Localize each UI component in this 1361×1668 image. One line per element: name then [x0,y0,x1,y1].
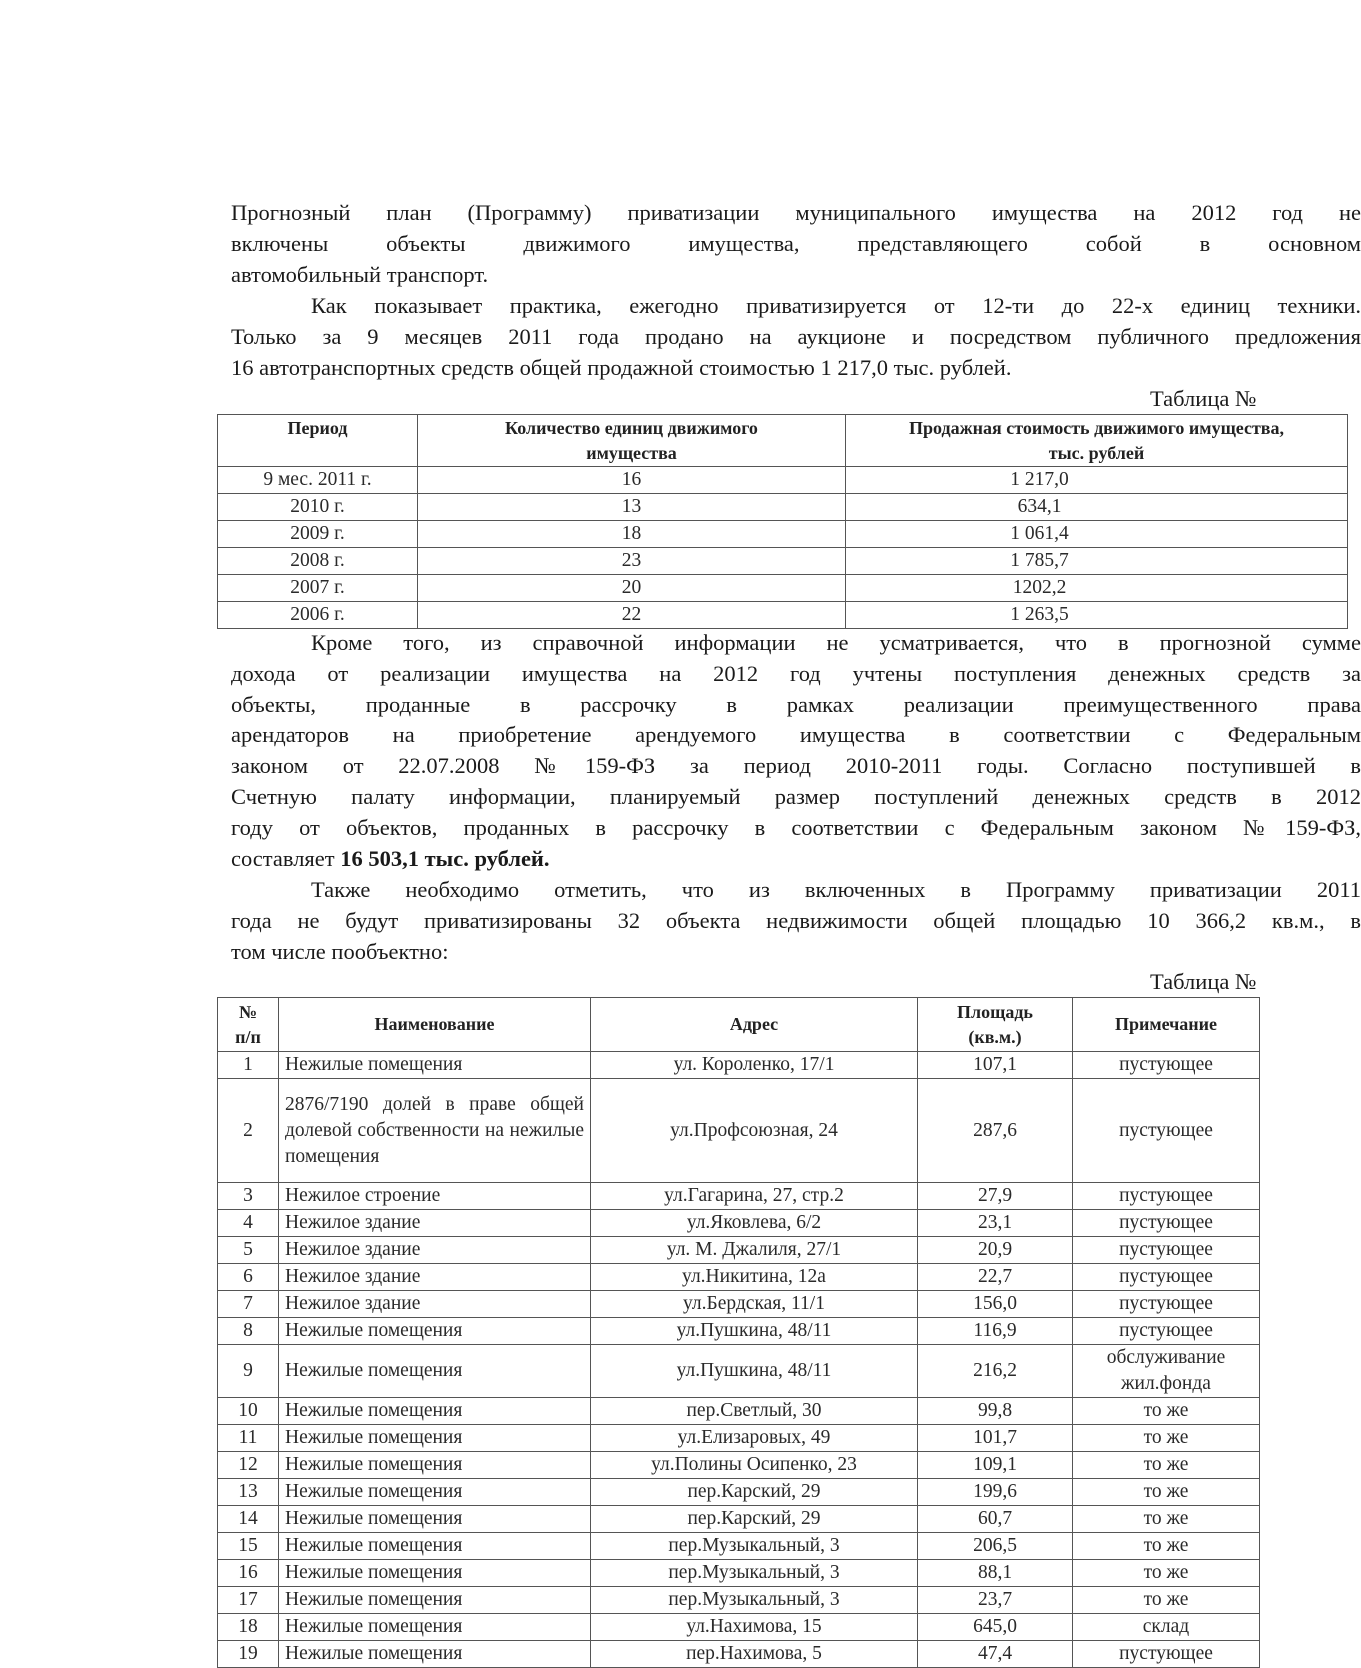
object-note: то же [1073,1398,1260,1425]
table-row [218,1264,1260,1291]
object-note: то же [1073,1533,1260,1560]
object-note: обслуживание жил.фонда [1073,1345,1260,1398]
object-note: пустующее [1073,1052,1260,1079]
column-header-name: Наименование [279,998,591,1052]
table-row [218,575,1348,602]
object-name: Нежилое здание [279,1237,591,1264]
object-area: 23,7 [918,1587,1073,1614]
table-row [218,1345,1260,1398]
paragraph-line: включены объекты движимого имущества, представляющего собой в основном [231,230,1361,256]
table-row [218,1587,1260,1614]
properties-table [217,997,1260,1668]
object-name: Нежилые помещения [279,1641,591,1668]
value-cell: 1 263,5 [846,602,1348,629]
object-name: Нежилое строение [279,1183,591,1210]
object-name: Нежилые помещения [279,1533,591,1560]
object-name: Нежилые помещения [279,1506,591,1533]
object-address: ул.Гагарина, 27, стр.2 [591,1183,918,1210]
object-name: Нежилое здание [279,1210,591,1237]
object-name: Нежилые помещения [279,1479,591,1506]
table-row [218,494,1348,521]
object-note: пустующее [1073,1079,1260,1183]
paragraph-line: объекты, проданные в рассрочку в рамках реализации преимущественного права [231,691,1361,717]
object-name: Нежилые помещения [279,1587,591,1614]
object-note: пустующее [1073,1264,1260,1291]
object-address: пер.Светлый, 30 [591,1398,918,1425]
object-area: 88,1 [918,1560,1073,1587]
sales-history-table [217,414,1348,629]
paragraph-line: автомобильный транспорт. [231,261,489,287]
table-row [218,1398,1260,1425]
object-address: ул. Короленко, 17/1 [591,1052,918,1079]
table-header-row [218,998,1260,1052]
table-row [218,1479,1260,1506]
table-row [218,1291,1260,1318]
period-cell: 2007 г. [218,575,418,602]
object-area: 109,1 [918,1452,1073,1479]
table-row [218,548,1348,575]
object-note: то же [1073,1506,1260,1533]
object-address: пер.Карский, 29 [591,1479,918,1506]
object-area: 287,6 [918,1079,1073,1183]
row-number: 5 [218,1237,279,1264]
object-note: склад [1073,1614,1260,1641]
paragraph-line: арендаторов на приобретение арендуемого имущества в соответствии с Федеральным [231,722,1361,748]
paragraph-line: году от объектов, проданных в рассрочку в соответствии с Федеральным законом №159-ФЗ, [231,814,1361,840]
object-name: Нежилые помещения [279,1614,591,1641]
object-address: ул.Пушкина, 48/11 [591,1345,918,1398]
object-area: 199,6 [918,1479,1073,1506]
object-name: Нежилые помещения [279,1345,591,1398]
table-row [218,1183,1260,1210]
table-row [218,1452,1260,1479]
row-number: 9 [218,1345,279,1398]
table-1-caption: Таблица № [1150,386,1257,411]
column-header-quantity: Количество единиц движимого имущества [418,415,846,467]
paragraph-line: законом от 22.07.2008 №159-ФЗ за период 2010-2011 годы. Согласно поступившей в [231,753,1361,779]
text-run: составляет [231,845,341,871]
object-area: 206,5 [918,1533,1073,1560]
column-header-sale-value: Продажная стоимость движимого имущества, тыс. рублей [846,415,1348,467]
period-cell: 2006 г. [218,602,418,629]
row-number: 16 [218,1560,279,1587]
row-number: 10 [218,1398,279,1425]
object-area: 107,1 [918,1052,1073,1079]
object-area: 116,9 [918,1318,1073,1345]
object-area: 23,1 [918,1210,1073,1237]
object-note: пустующее [1073,1210,1260,1237]
paragraph-line: 16 автотранспортных средств общей продажной стоимостью 1 217,0 тыс. рублей. [231,354,1012,380]
column-header-note: Примечание [1073,998,1260,1052]
table-2-caption: Таблица № [1150,969,1257,994]
table-row [218,1641,1260,1668]
table-row [218,521,1348,548]
object-note: то же [1073,1452,1260,1479]
paragraph-line: Счетную палату информации, планируемый размер поступлений денежных средств в 2012 [231,783,1361,809]
paragraph-1 [231,198,1361,290]
period-cell: 2010 г. [218,494,418,521]
object-address: ул. М. Джалиля, 27/1 [591,1237,918,1264]
table-row [218,1079,1260,1183]
column-header-area: Площадь (кв.м.) [918,998,1073,1052]
paragraph-line: Кроме того, из справочной информации не усматривается, что в прогнозной сумме [311,630,1361,655]
object-address: ул.Нахимова, 15 [591,1614,918,1641]
row-number: 4 [218,1210,279,1237]
object-note: пустующее [1073,1237,1260,1264]
object-name: 2876/7190 долей в праве общей долевой собственности на нежилые помещения [279,1079,591,1183]
object-note: пустующее [1073,1291,1260,1318]
row-number: 18 [218,1614,279,1641]
object-address: пер.Музыкальный, 3 [591,1560,918,1587]
paragraph-line: Как показывает практика, ежегодно приватизируется от 12-ти до 22-х единиц техники. [311,293,1361,318]
value-cell: 1 785,7 [846,548,1348,575]
object-name: Нежилые помещения [279,1560,591,1587]
object-name: Нежилые помещения [279,1425,591,1452]
table-row [218,1052,1260,1079]
object-address: ул.Никитина, 12а [591,1264,918,1291]
table-row [218,1425,1260,1452]
object-area: 47,4 [918,1641,1073,1668]
object-area: 20,9 [918,1237,1073,1264]
object-name: Нежилое здание [279,1291,591,1318]
row-number: 12 [218,1452,279,1479]
object-address: ул.Профсоюзная, 24 [591,1079,918,1183]
paragraph-3 [231,628,1361,874]
object-address: ул.Бердская, 11/1 [591,1291,918,1318]
row-number: 1 [218,1052,279,1079]
column-header-period: Период [218,415,418,467]
object-area: 156,0 [918,1291,1073,1318]
object-area: 99,8 [918,1398,1073,1425]
row-number: 6 [218,1264,279,1291]
table-row [218,1210,1260,1237]
object-address: пер.Нахимова, 5 [591,1641,918,1668]
object-area: 216,2 [918,1345,1073,1398]
paragraph-line: года не будут приватизированы 32 объекта недвижимости общей площадью 10 366,2 кв.м., в [231,907,1361,933]
bold-amount: 16 503,1 тыс. рублей. [340,845,550,871]
row-number: 7 [218,1291,279,1318]
quantity-cell: 18 [418,521,846,548]
object-address: ул.Елизаровых, 49 [591,1425,918,1452]
object-name: Нежилые помещения [279,1318,591,1345]
paragraph-line: Только за 9 месяцев 2011 года продано на аукционе и посредством публичного предложения [231,323,1361,349]
period-cell: 2008 г. [218,548,418,575]
paragraph-line: Также необходимо отметить, что из включенных в Программу приватизации 2011 [311,877,1361,902]
row-number: 19 [218,1641,279,1668]
object-note: то же [1073,1479,1260,1506]
row-number: 11 [218,1425,279,1452]
table-row [218,1237,1260,1264]
object-name: Нежилые помещения [279,1398,591,1425]
object-note: то же [1073,1425,1260,1452]
quantity-cell: 23 [418,548,846,575]
table-row [218,1318,1260,1345]
paragraph-2 [231,291,1361,383]
object-note: пустующее [1073,1641,1260,1668]
object-address: ул.Яковлева, 6/2 [591,1210,918,1237]
object-note: пустующее [1073,1183,1260,1210]
value-cell: 1202,2 [846,575,1348,602]
table-row [218,467,1348,494]
object-area: 101,7 [918,1425,1073,1452]
paragraph-line: Прогнозный план (Программу) приватизации муниципального имущества на 2012 год не [231,200,1361,225]
row-number: 3 [218,1183,279,1210]
object-address: ул.Пушкина, 48/11 [591,1318,918,1345]
object-name: Нежилые помещения [279,1452,591,1479]
value-cell: 634,1 [846,494,1348,521]
table-row [218,602,1348,629]
paragraph-line: том числе пообъектно: [231,938,449,964]
object-address: ул.Полины Осипенко, 23 [591,1452,918,1479]
object-note: то же [1073,1587,1260,1614]
table-row [218,1614,1260,1641]
period-cell: 9 мес. 2011 г. [218,467,418,494]
object-note: то же [1073,1560,1260,1587]
table-row [218,1506,1260,1533]
quantity-cell: 20 [418,575,846,602]
column-header-number: № п/п [218,998,279,1052]
quantity-cell: 13 [418,494,846,521]
object-name: Нежилое здание [279,1264,591,1291]
object-area: 60,7 [918,1506,1073,1533]
quantity-cell: 16 [418,467,846,494]
value-cell: 1 217,0 [846,467,1348,494]
object-note: пустующее [1073,1318,1260,1345]
object-area: 27,9 [918,1183,1073,1210]
object-address: пер.Карский, 29 [591,1506,918,1533]
paragraph-line: дохода от реализации имущества на 2012 год учтены поступления денежных средств за [231,660,1361,686]
period-cell: 2009 г. [218,521,418,548]
column-header-address: Адрес [591,998,918,1052]
quantity-cell: 22 [418,602,846,629]
table-row [218,1533,1260,1560]
row-number: 17 [218,1587,279,1614]
paragraph-line [231,844,1361,875]
row-number: 13 [218,1479,279,1506]
value-cell: 1 061,4 [846,521,1348,548]
table-row [218,1560,1260,1587]
object-address: пер.Музыкальный, 3 [591,1533,918,1560]
row-number: 2 [218,1079,279,1183]
row-number: 8 [218,1318,279,1345]
row-number: 15 [218,1533,279,1560]
object-area: 22,7 [918,1264,1073,1291]
object-area: 645,0 [918,1614,1073,1641]
row-number: 14 [218,1506,279,1533]
object-address: пер.Музыкальный, 3 [591,1587,918,1614]
table-header-row [218,415,1348,467]
paragraph-4 [231,875,1361,967]
object-name: Нежилые помещения [279,1052,591,1079]
